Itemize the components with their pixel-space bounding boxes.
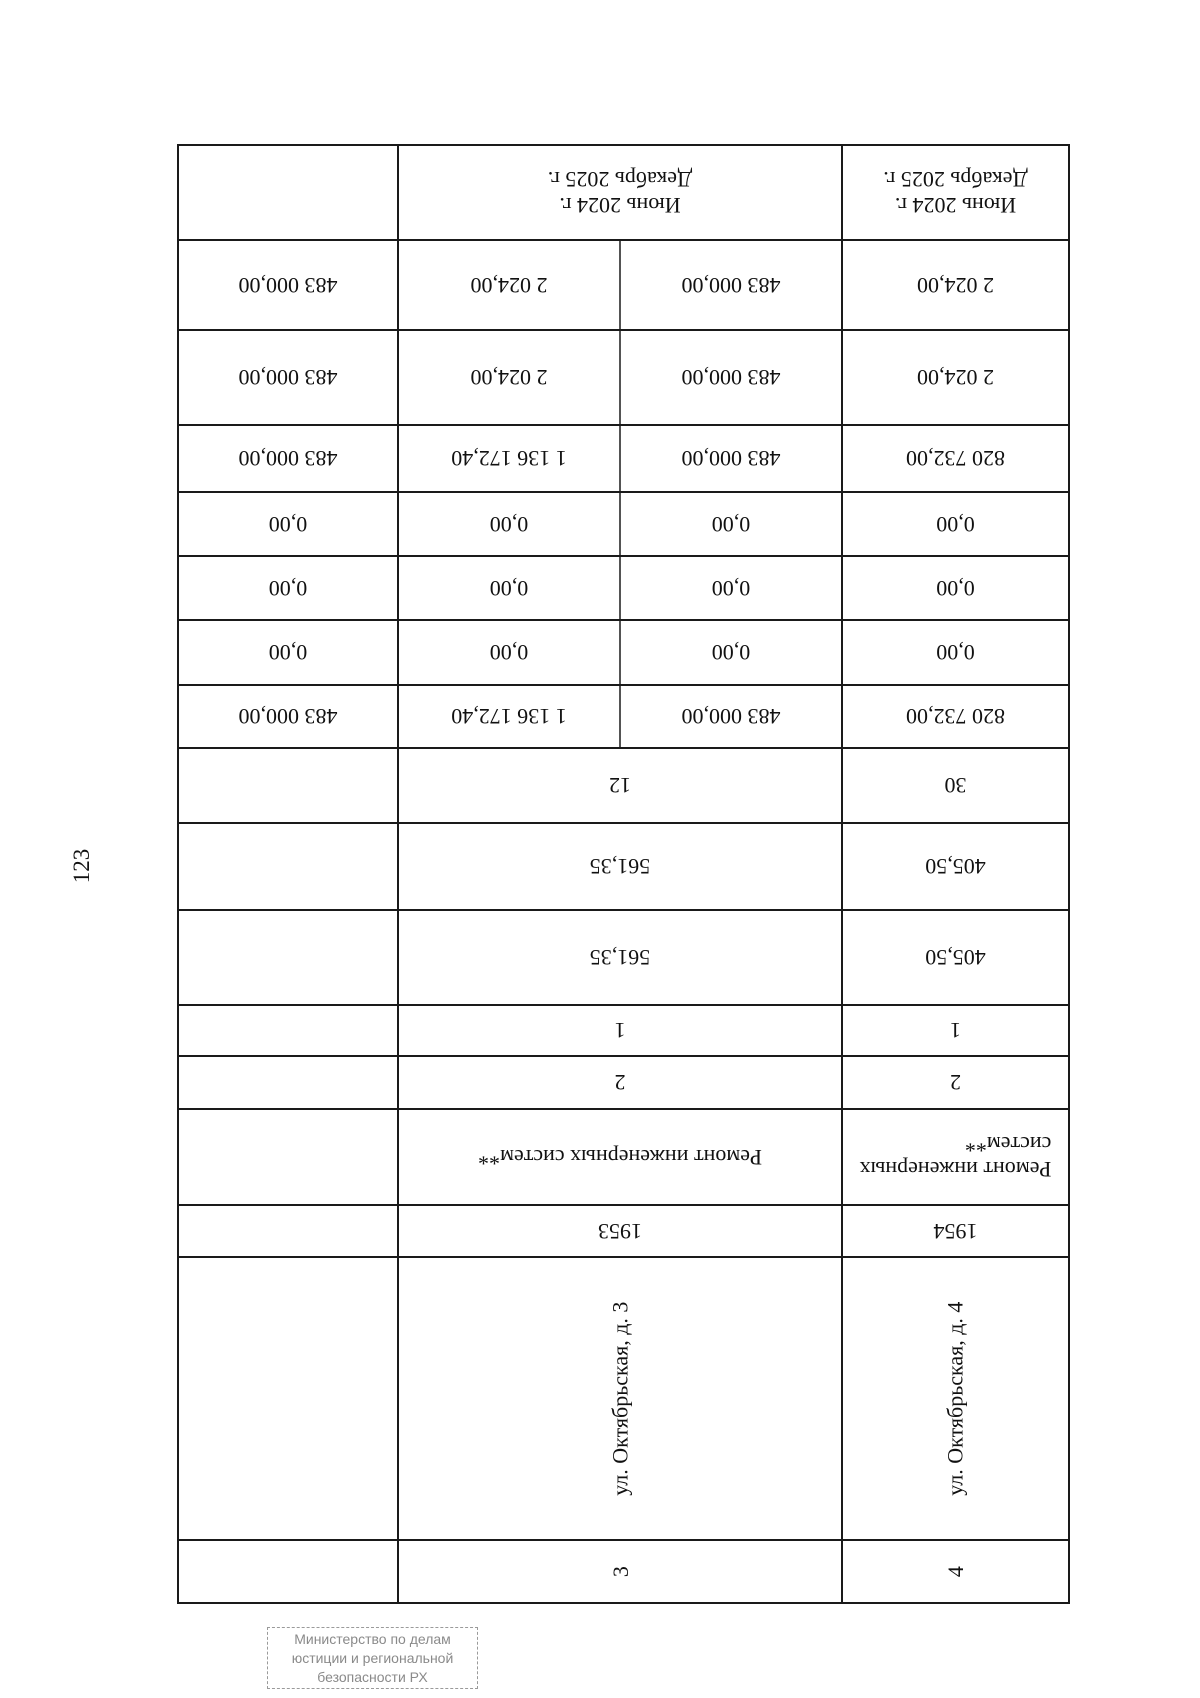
cost-cell: 820 732,00	[906, 446, 1005, 472]
address-cell: ул. Октябрьская, д. 4	[942, 1301, 968, 1496]
year-cell: 1953	[598, 1218, 642, 1244]
zero-cell: 0,00	[711, 575, 751, 601]
value-cell: 483 000,00	[238, 365, 338, 391]
work-type-cell: Ремонт инженерных систем**	[478, 1144, 762, 1170]
count-cell: 1	[950, 1018, 961, 1044]
area-cell: 561,35	[589, 945, 651, 971]
area-cell: 405,50	[925, 854, 986, 880]
value-cell: 483 000,00	[238, 272, 338, 298]
zero-cell: 0,00	[268, 575, 308, 601]
zero-cell: 0,00	[711, 640, 751, 666]
zero-cell: 0,00	[268, 640, 308, 666]
cost-cell: 1 136 172,40	[451, 704, 567, 730]
year-cell: 1954	[933, 1218, 978, 1244]
cost-cell: 483 000,00	[238, 446, 338, 472]
count-cell: 30	[944, 773, 967, 799]
zero-cell: 0,00	[489, 640, 529, 666]
cost-cell: 483 000,00	[681, 446, 781, 472]
row-number-cell: 4	[942, 1565, 968, 1577]
value-cell: 483 000,00	[681, 365, 781, 391]
area-cell: 561,35	[589, 854, 651, 880]
count-cell: 2	[614, 1070, 626, 1096]
count-cell: 1	[614, 1018, 626, 1044]
row-number-cell: 3	[607, 1565, 633, 1577]
cost-cell: 483 000,00	[681, 704, 781, 730]
value-cell: 2 024,00	[470, 365, 548, 391]
value-cell: 483 000,00	[681, 272, 781, 298]
zero-cell: 0,00	[711, 511, 751, 537]
area-cell: 405,50	[925, 945, 986, 971]
zero-cell: 0,00	[489, 575, 529, 601]
value-cell: 2 024,00	[470, 272, 548, 298]
count-cell: 2	[950, 1070, 961, 1096]
ministry-stamp: Министерство по делам юстиции и региональной безопасности РХ	[267, 1627, 478, 1689]
zero-cell: 0,00	[936, 511, 975, 537]
value-cell: 2 024,00	[917, 272, 994, 298]
zero-cell: 0,00	[268, 511, 308, 537]
cost-cell: 820 732,00	[906, 704, 1005, 730]
cost-cell: 483 000,00	[238, 704, 338, 730]
period-cell: Июнь 2024 г. Декабрь 2025 г.	[547, 167, 693, 218]
zero-cell: 0,00	[489, 511, 529, 537]
count-cell: 12	[609, 773, 631, 799]
period-cell: Июнь 2024 г. Декабрь 2025 г.	[883, 167, 1028, 218]
cost-cell: 1 136 172,40	[451, 446, 567, 472]
zero-cell: 0,00	[936, 575, 975, 601]
work-type-cell: Ремонт инженерных систем**	[859, 1132, 1052, 1183]
value-cell: 2 024,00	[917, 365, 994, 391]
zero-cell: 0,00	[936, 640, 975, 666]
address-cell: ул. Октябрьская, д. 3	[607, 1301, 633, 1496]
